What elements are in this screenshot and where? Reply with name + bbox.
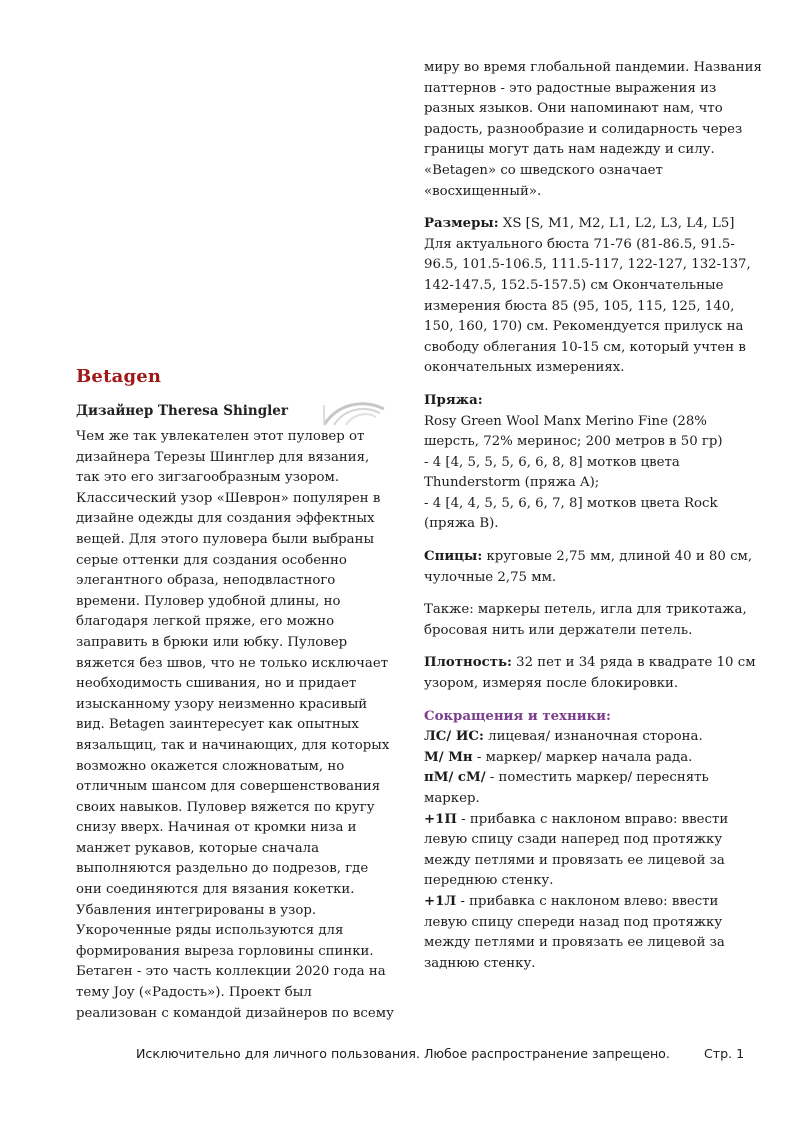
sizes-section (424, 214, 764, 379)
abbr-item (424, 810, 764, 892)
abbreviations-title: Сокращения и техники: (424, 708, 611, 724)
abbr-term: +1П (424, 811, 457, 827)
gauge-text: 32 пет и 34 ряда в квадрате 10 см узором, измеряя после блокировки. (424, 655, 756, 692)
designer-name: Дизайнер Theresa Shingler (76, 403, 288, 419)
page-footer (0, 1046, 800, 1066)
abbr-item (424, 748, 764, 769)
abbr-item (424, 727, 764, 748)
needles-text: круговые 2,75 мм, длиной 40 и 80 см, (482, 549, 753, 565)
yarn-section (424, 391, 764, 535)
abbr-term: пМ/ сМ/ (424, 770, 486, 786)
abbr-definition: лицевая/ изнаночная сторона. (483, 729, 703, 745)
footer-note: Исключительно для личного пользования. Любое распространение запрещено. (136, 1046, 670, 1061)
left-column (76, 366, 394, 1024)
needles-line-2: чулочные 2,75 мм. (424, 569, 557, 585)
intro-paragraph: Чем же так увлекателен этот пуловер от дизайнера Терезы Шинглер для вязания, так это его зигзагообразным узором. Классический узор «Шеврон» популярен в дизайне одежды для создания эффектных вещей. Для этого пуловера были выбраны серые оттенки для создания особенно элегантного образа, неподвластного времени. Пуловер удобной длины, но благодаря легкой пряже, его можно заправить в брюки или юбку. Пуловер вяжется без швов, что не только исключает необходимость сшивания, но и придает изысканному узору неизменно красивый вид. Betagen заинтересует как опытных вязальщиц, так и начинающих, для которых возможно окажется сложноватым, но отличным шансом для совершенствования своих навыков. Пуловер вяжется по кругу снизу вверх. Начиная от кромки низа и манжет рукавов, которые сначала выполняются раздельно до подрезов, где они соединяются для вязания кокетки. Убавления интегрированы в узор. Укороченные ряды используются для формирования выреза горловины спинки. Бетаген - это часть коллекции 2020 года на тему Joy («Радость»). Проект был реализован с командой дизайнеров по всему (76, 429, 394, 1021)
abbr-definition: - прибавка с наклоном влево: ввести левую спицу спереди назад под протяжку между петлями и провязать ее лицевой за заднюю стенку. (424, 893, 725, 971)
abbr-definition: - маркер/ маркер начала рада. (472, 749, 693, 765)
abbr-term: +1Л (424, 893, 457, 909)
abbr-definition: - прибавка с наклоном вправо: ввести левую спицу сзади наперед под протяжку между петлями и провязать ее лицевой за переднюю стенку. (424, 811, 729, 889)
designer-logo-icon (320, 397, 388, 427)
sizes-label: Размеры: (424, 216, 499, 232)
abbreviations-section (424, 707, 764, 975)
yarn-line-2: - 4 [4, 5, 5, 5, 6, 6, 8, 8] мотков цвета Thunderstorm (пряжа A); (424, 454, 680, 491)
yarn-line-1: Rosy Green Wool Manx Merino Fine (28% шерсть, 72% меринос; 200 метров в 50 гр) (424, 413, 723, 450)
abbr-definition: - поместить маркер/ переснять маркер. (424, 770, 709, 806)
abbr-term: М/ Мн (424, 749, 473, 765)
page-number: Стр. 1 (704, 1046, 745, 1061)
sizes-text: XS [S, M1, M2, L1, L2, L3, L4, L5] Для актуального бюста 71-76 (81-86.5, 91.5-96.5, 101.5-106.5, 111.5-117, 122-127, 132-137, 142-147.5, 152.5-157.5) см Окончательные измерения бюста 85 (95, 105, 115, 125, 140, 150, 160, 170) см. Рекомендуется прилуск на свободу облегания 10-15 см, который учтен в окончательных измерениях. (424, 216, 751, 376)
designer-line (76, 397, 394, 427)
needles-label: Спицы: (424, 549, 483, 565)
abbr-item (424, 892, 764, 974)
right-column (424, 58, 764, 986)
intro-continuation: миру во время глобальной пандемии. Названия паттернов - это радостные выражения из разных языков. Они напоминают нам, что радость, разнообразие и солидарность через границы могут дать нам надежду и силу. «Betagen» со шведского означает «восхищенный». (424, 60, 762, 199)
abbr-item (424, 768, 764, 809)
abbr-term: ЛС/ ИС: (424, 729, 484, 745)
pattern-title: Betagen (76, 366, 162, 387)
gauge-section (424, 653, 764, 694)
yarn-line-3: - 4 [4, 4, 5, 5, 6, 6, 7, 8] мотков цвета Rock (пряжа B). (424, 495, 718, 532)
needles-section (424, 547, 764, 588)
gauge-label: Плотность: (424, 655, 512, 671)
notions-section: Также: маркеры петель, игла для трикотажа, бросовая нить или держатели петель. (424, 602, 747, 638)
yarn-label: Пряжа: (424, 392, 483, 408)
